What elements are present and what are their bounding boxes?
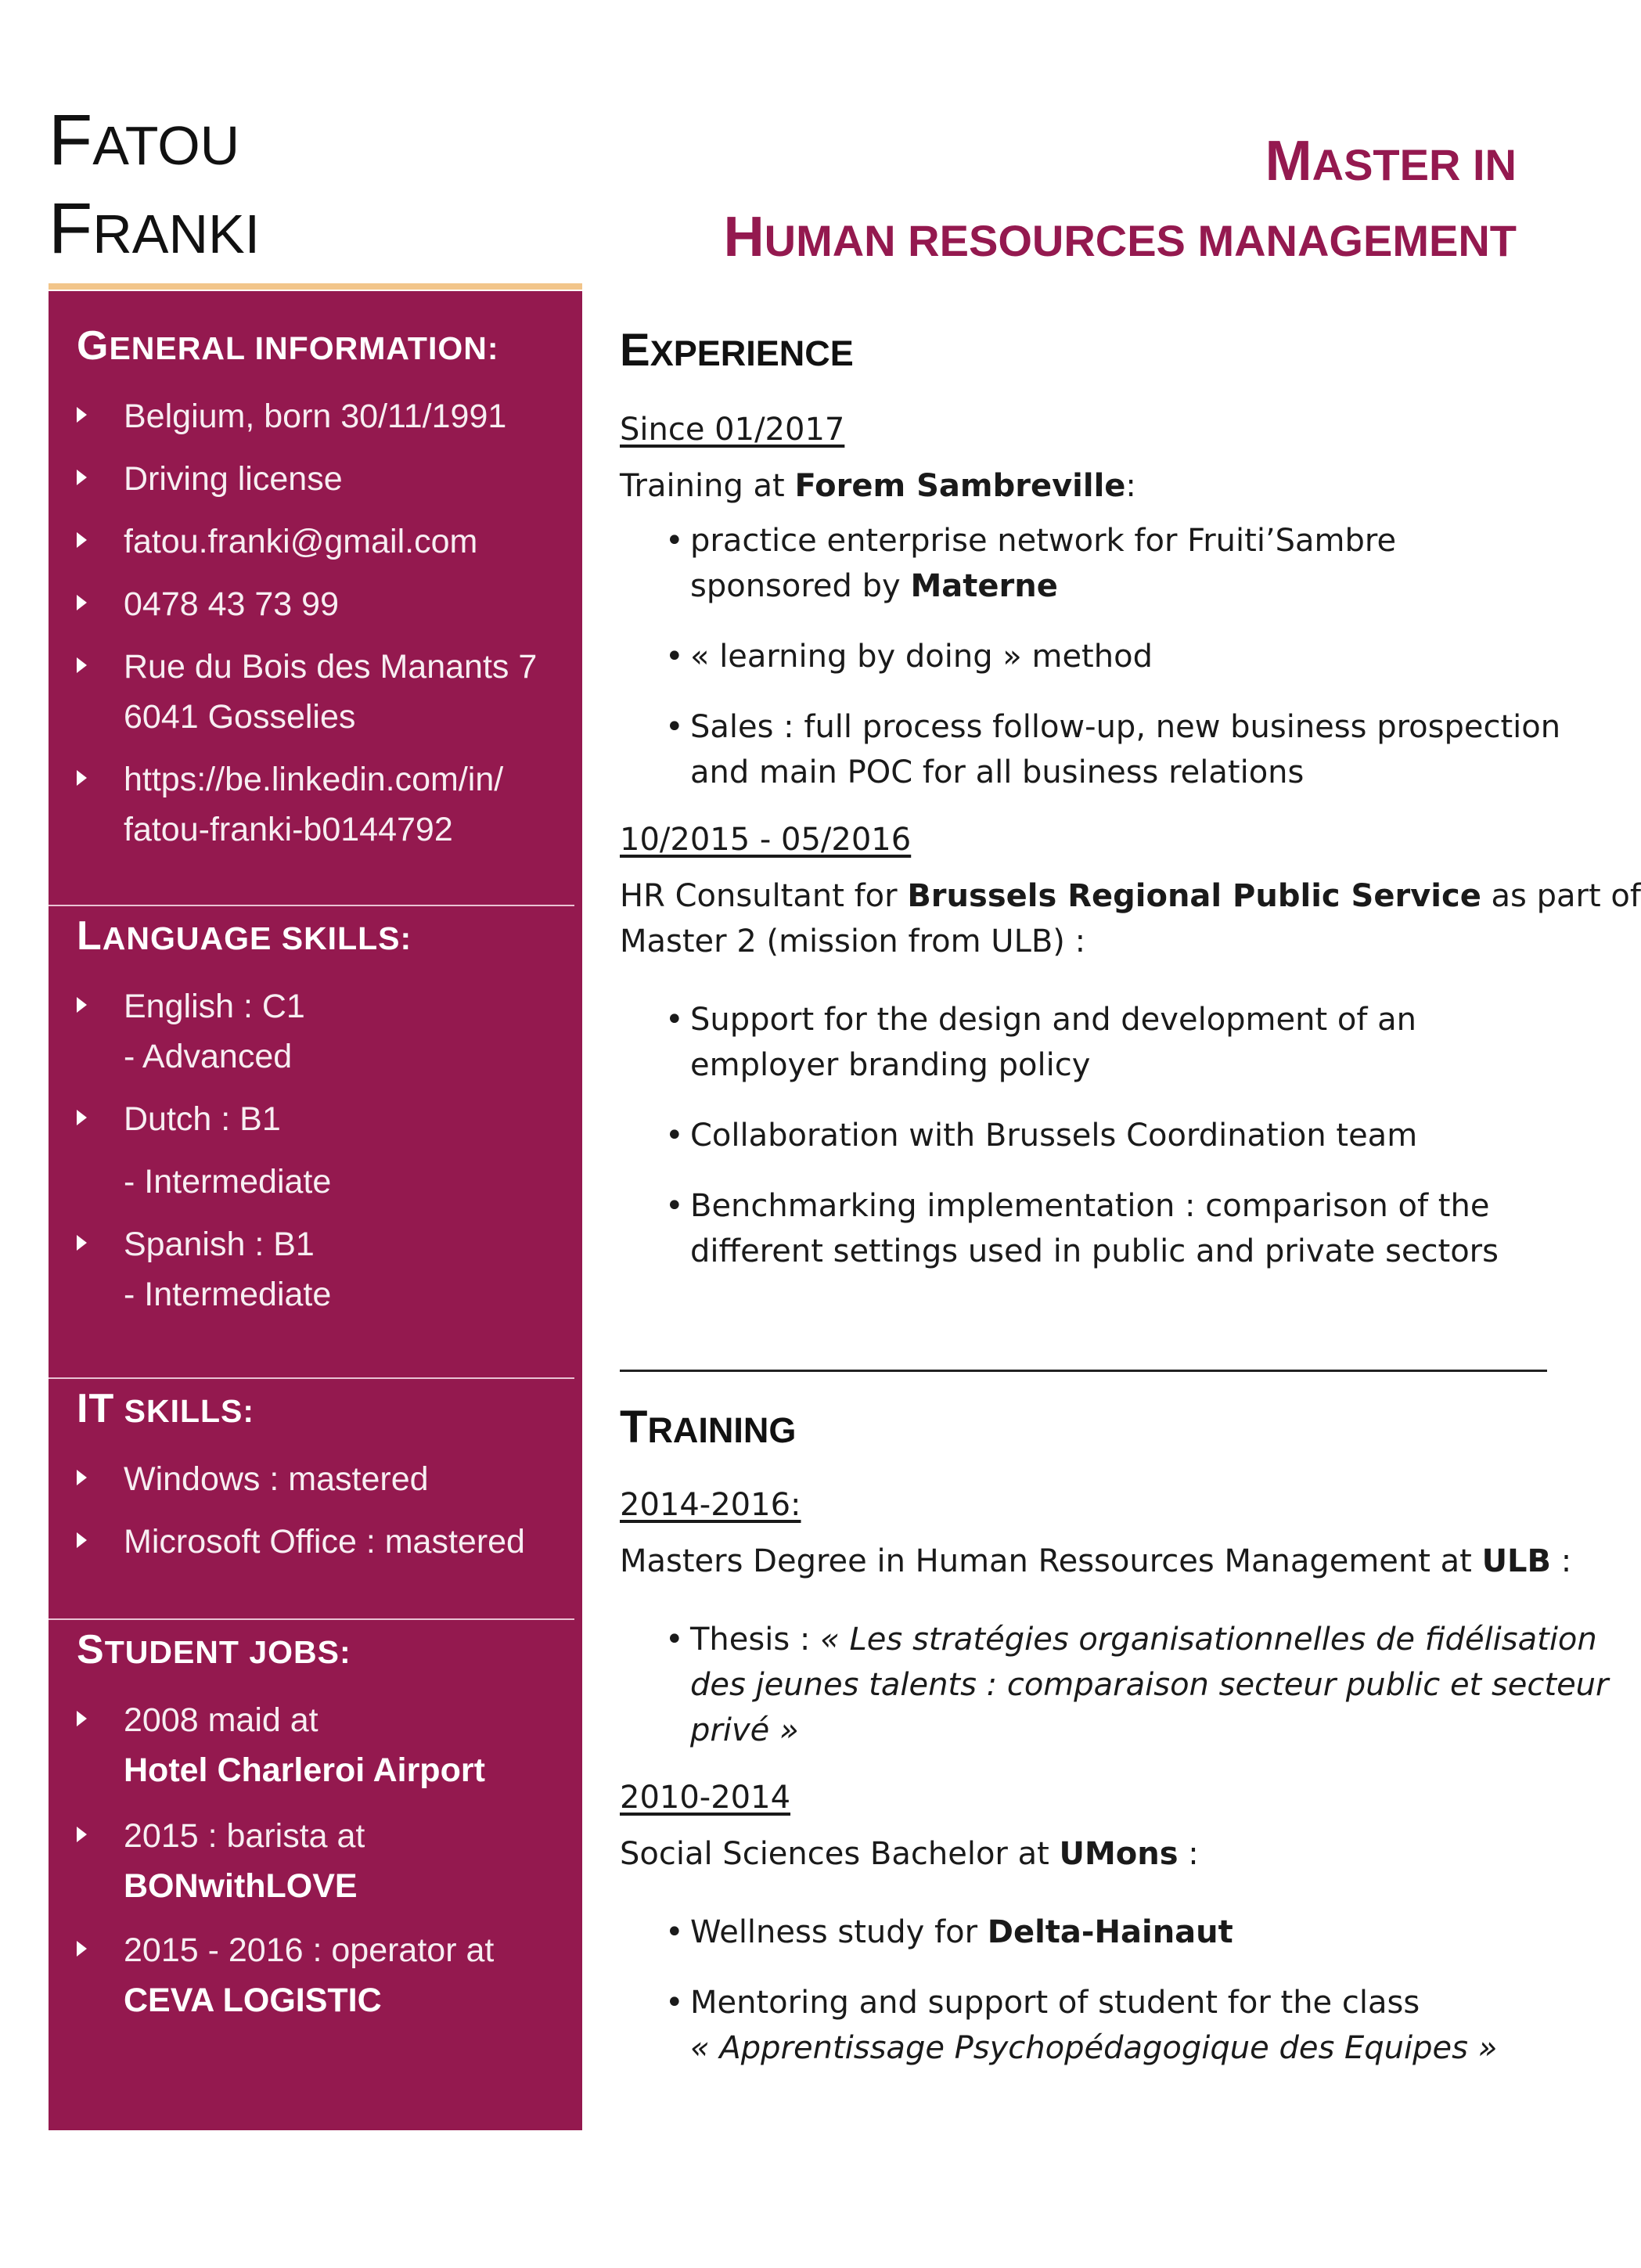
job-bullet: • Benchmarking implementation : comparison of the different settings used in public and private sectors — [690, 1183, 1499, 1274]
experience-heading: EXPERIENCE — [620, 325, 854, 376]
bullet-triangle-icon — [77, 1941, 87, 1957]
language-skills-heading: LANGUAGE SKILLS: — [77, 913, 412, 959]
bullet-triangle-icon — [77, 532, 87, 548]
training-date: 2014-2016: — [620, 1487, 801, 1523]
training-bullet: • Mentoring and support of student for the class « Apprentissage Psychopédagogique des Equipes » — [690, 1980, 1497, 2071]
section-divider — [49, 1377, 574, 1379]
section-divider — [49, 1618, 574, 1620]
bullet-triangle-icon — [77, 407, 87, 423]
job-bullet: • Collaboration with Brussels Coordination team — [690, 1113, 1417, 1158]
bullet-triangle-icon — [77, 470, 87, 485]
general-info-heading: GENERAL INFORMATION: — [77, 323, 499, 369]
bullet-triangle-icon — [77, 1470, 87, 1485]
job-date: Since 01/2017 — [620, 412, 845, 448]
job-date: 10/2015 - 05/2016 — [620, 822, 912, 858]
bullet-triangle-icon — [77, 1235, 87, 1251]
section-divider — [49, 905, 574, 906]
training-heading: TRAINING — [620, 1402, 797, 1453]
bullet-triangle-icon — [77, 595, 87, 610]
job-intro: Training at Forem Sambreville: — [620, 468, 1136, 504]
title-line-1: MASTER IN — [1265, 130, 1517, 193]
training-bullet: • Wellness study for Delta-Hainaut — [690, 1910, 1233, 1955]
bullet-triangle-icon — [77, 1532, 87, 1548]
bullet-triangle-icon — [77, 770, 87, 786]
bullet-triangle-icon — [77, 997, 87, 1013]
training-intro: Social Sciences Bachelor at UMons : — [620, 1836, 1199, 1872]
training-date: 2010-2014 — [620, 1780, 791, 1816]
job-bullet: • Sales : full process follow-up, new business prospection and main POC for all business relations — [690, 704, 1560, 795]
bullet-triangle-icon — [77, 1711, 87, 1726]
job-intro: HR Consultant for Brussels Regional Public Service as part of Master 2 (mission from ULB) : — [620, 878, 1641, 959]
bullet-triangle-icon — [77, 1827, 87, 1842]
sidebar-accent-rule — [49, 283, 582, 290]
section-divider — [620, 1370, 1547, 1372]
candidate-name — [49, 99, 260, 275]
job-bullet: • Support for the design and development of an employer branding policy — [690, 997, 1416, 1088]
training-intro: Masters Degree in Human Ressources Management at ULB : — [620, 1543, 1572, 1579]
student-jobs-heading: STUDENT JOBS: — [77, 1627, 351, 1672]
job-bullet: • practice enterprise network for Fruiti’Sambre sponsored by Materne — [690, 518, 1396, 609]
bullet-triangle-icon — [77, 1110, 87, 1125]
training-bullet: • Thesis : « Les stratégies organisationnelles de fidélisation des jeunes talents : comparaison secteur public et secteur privé » — [690, 1617, 1608, 1753]
sidebar: GENERAL INFORMATION: Belgium, born 30/11/1991 Driving license fatou.franki@gmail.com 0478 43 73 99 Rue du Bois des Manants 7 6041 Gosselies https://be.linkedin.com/in/ fatou-franki-b0144792 LANGUAGE SKILLS: English : C1 - Advanced Dutch : B1 - Intermediate Spanish : B1 - Intermediate IT SKILLS: Windows : mastered Microsoft Office : mastered STUDENT JOBS: 2008 maid at Hotel Charleroi Airport 2015 : barista at BONwithLOVE 2015 - 2016 : operator at CEVA LOGISTIC — [49, 291, 582, 2130]
bullet-triangle-icon — [77, 657, 87, 673]
job-bullet: • « learning by doing » method — [690, 634, 1153, 679]
last-name: FRANKI — [49, 189, 261, 268]
first-name: FATOU — [49, 100, 240, 180]
resume-title — [724, 125, 1517, 277]
it-skills-heading: IT SKILLS: — [77, 1386, 255, 1431]
title-line-2: HUMAN RESOURCES MANAGEMENT — [723, 206, 1517, 268]
